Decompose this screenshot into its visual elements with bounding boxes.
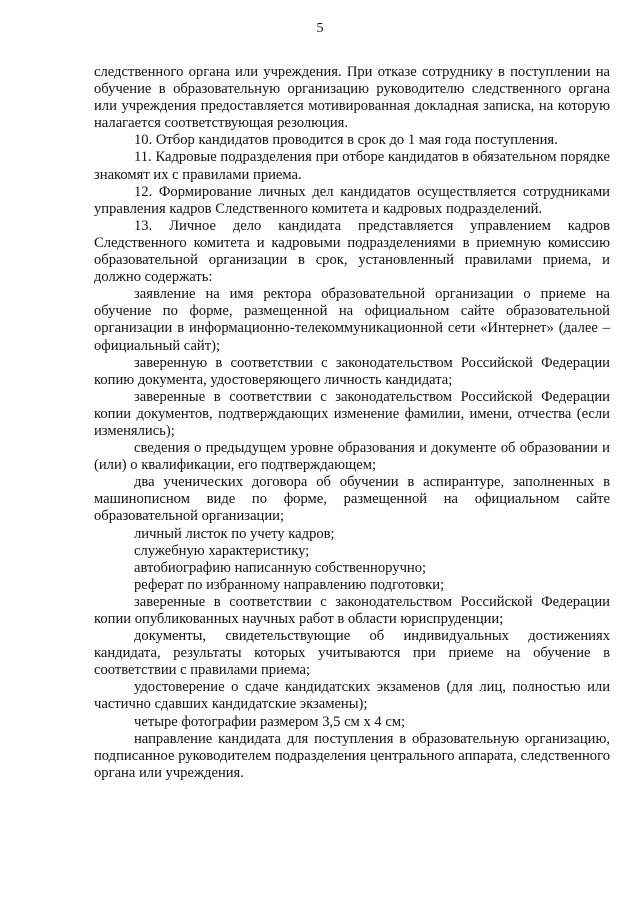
list-item: сведения о предыдущем уровне образования и документе об образовании и (или) о квалификации, его подтверждающем; — [94, 440, 610, 474]
paragraph: 11. Кадровые подразделения при отборе кандидатов в обязательном порядке знакомят их с правилами приема. — [94, 149, 610, 183]
list-item: реферат по избранному направлению подготовки; — [134, 576, 445, 593]
paragraph: 13. Личное дело кандидата представляется управлением кадров Следственного комитета и кадровыми подразделениями в приемную комиссию образовательной организации в срок, установленный правилами приема, и должно содержать: — [94, 217, 610, 286]
paragraph: следственного органа или учреждения. При отказе сотруднику в поступлении на обучение в образовательную организацию руководителю следственного органа или учреждения предоставляется мотивированная докладная записка, на которую налагается соответствующая резолюция. — [94, 64, 610, 132]
list-item: личный листок по учету кадров; — [134, 525, 335, 542]
list-item: заверенные в соответствии с законодательством Российской Федерации копии документов, подтверждающих изменение фамилии, имени, отчества (если изменялись); — [94, 388, 610, 439]
paragraph: 10. Отбор кандидатов проводится в срок до 1 мая года поступления. — [134, 132, 558, 149]
list-item: заявление на имя ректора образовательной организации о приеме на обучение по форме, размещенной на официальном сайте образовательной организации в информационно-телекоммуникационной сети «Интернет» (далее – официальный сайт); — [94, 286, 610, 354]
list-item: заверенную в соответствии с законодательством Российской Федерации копию документа, удостоверяющего личность кандидата; — [94, 354, 610, 388]
list-item: удостоверение о сдаче кандидатских экзаменов (для лиц, полностью или частично сдавших кандидатские экзамены); — [94, 679, 610, 713]
list-item: два ученических договора об обучении в аспирантуре, заполненных в машинописном виде по форме, размещенной на официальном сайте образовательной организации; — [94, 474, 610, 525]
list-item: направление кандидата для поступления в образовательную организацию, подписанное руководителем подразделения центрального аппарата, следственного органа или учреждения. — [94, 730, 610, 781]
document-body — [94, 64, 610, 782]
page-number: 5 — [316, 21, 324, 36]
list-item: четыре фотографии размером 3,5 см х 4 см; — [134, 713, 406, 730]
list-item: документы, свидетельствующие об индивидуальных достижениях кандидата, результаты которых учитываются при приеме на обучение в соответствии с правилами приема; — [94, 628, 610, 679]
list-item: служебную характеристику; — [134, 542, 310, 559]
list-item: автобиографию написанную собственноручно; — [134, 559, 427, 576]
list-item: заверенные в соответствии с законодательством Российской Федерации копии опубликованных научных работ в области юриспруденции; — [94, 593, 610, 627]
paragraph: 12. Формирование личных дел кандидатов осуществляется сотрудниками управления кадров Следственного комитета и кадровых подразделений. — [94, 183, 610, 217]
